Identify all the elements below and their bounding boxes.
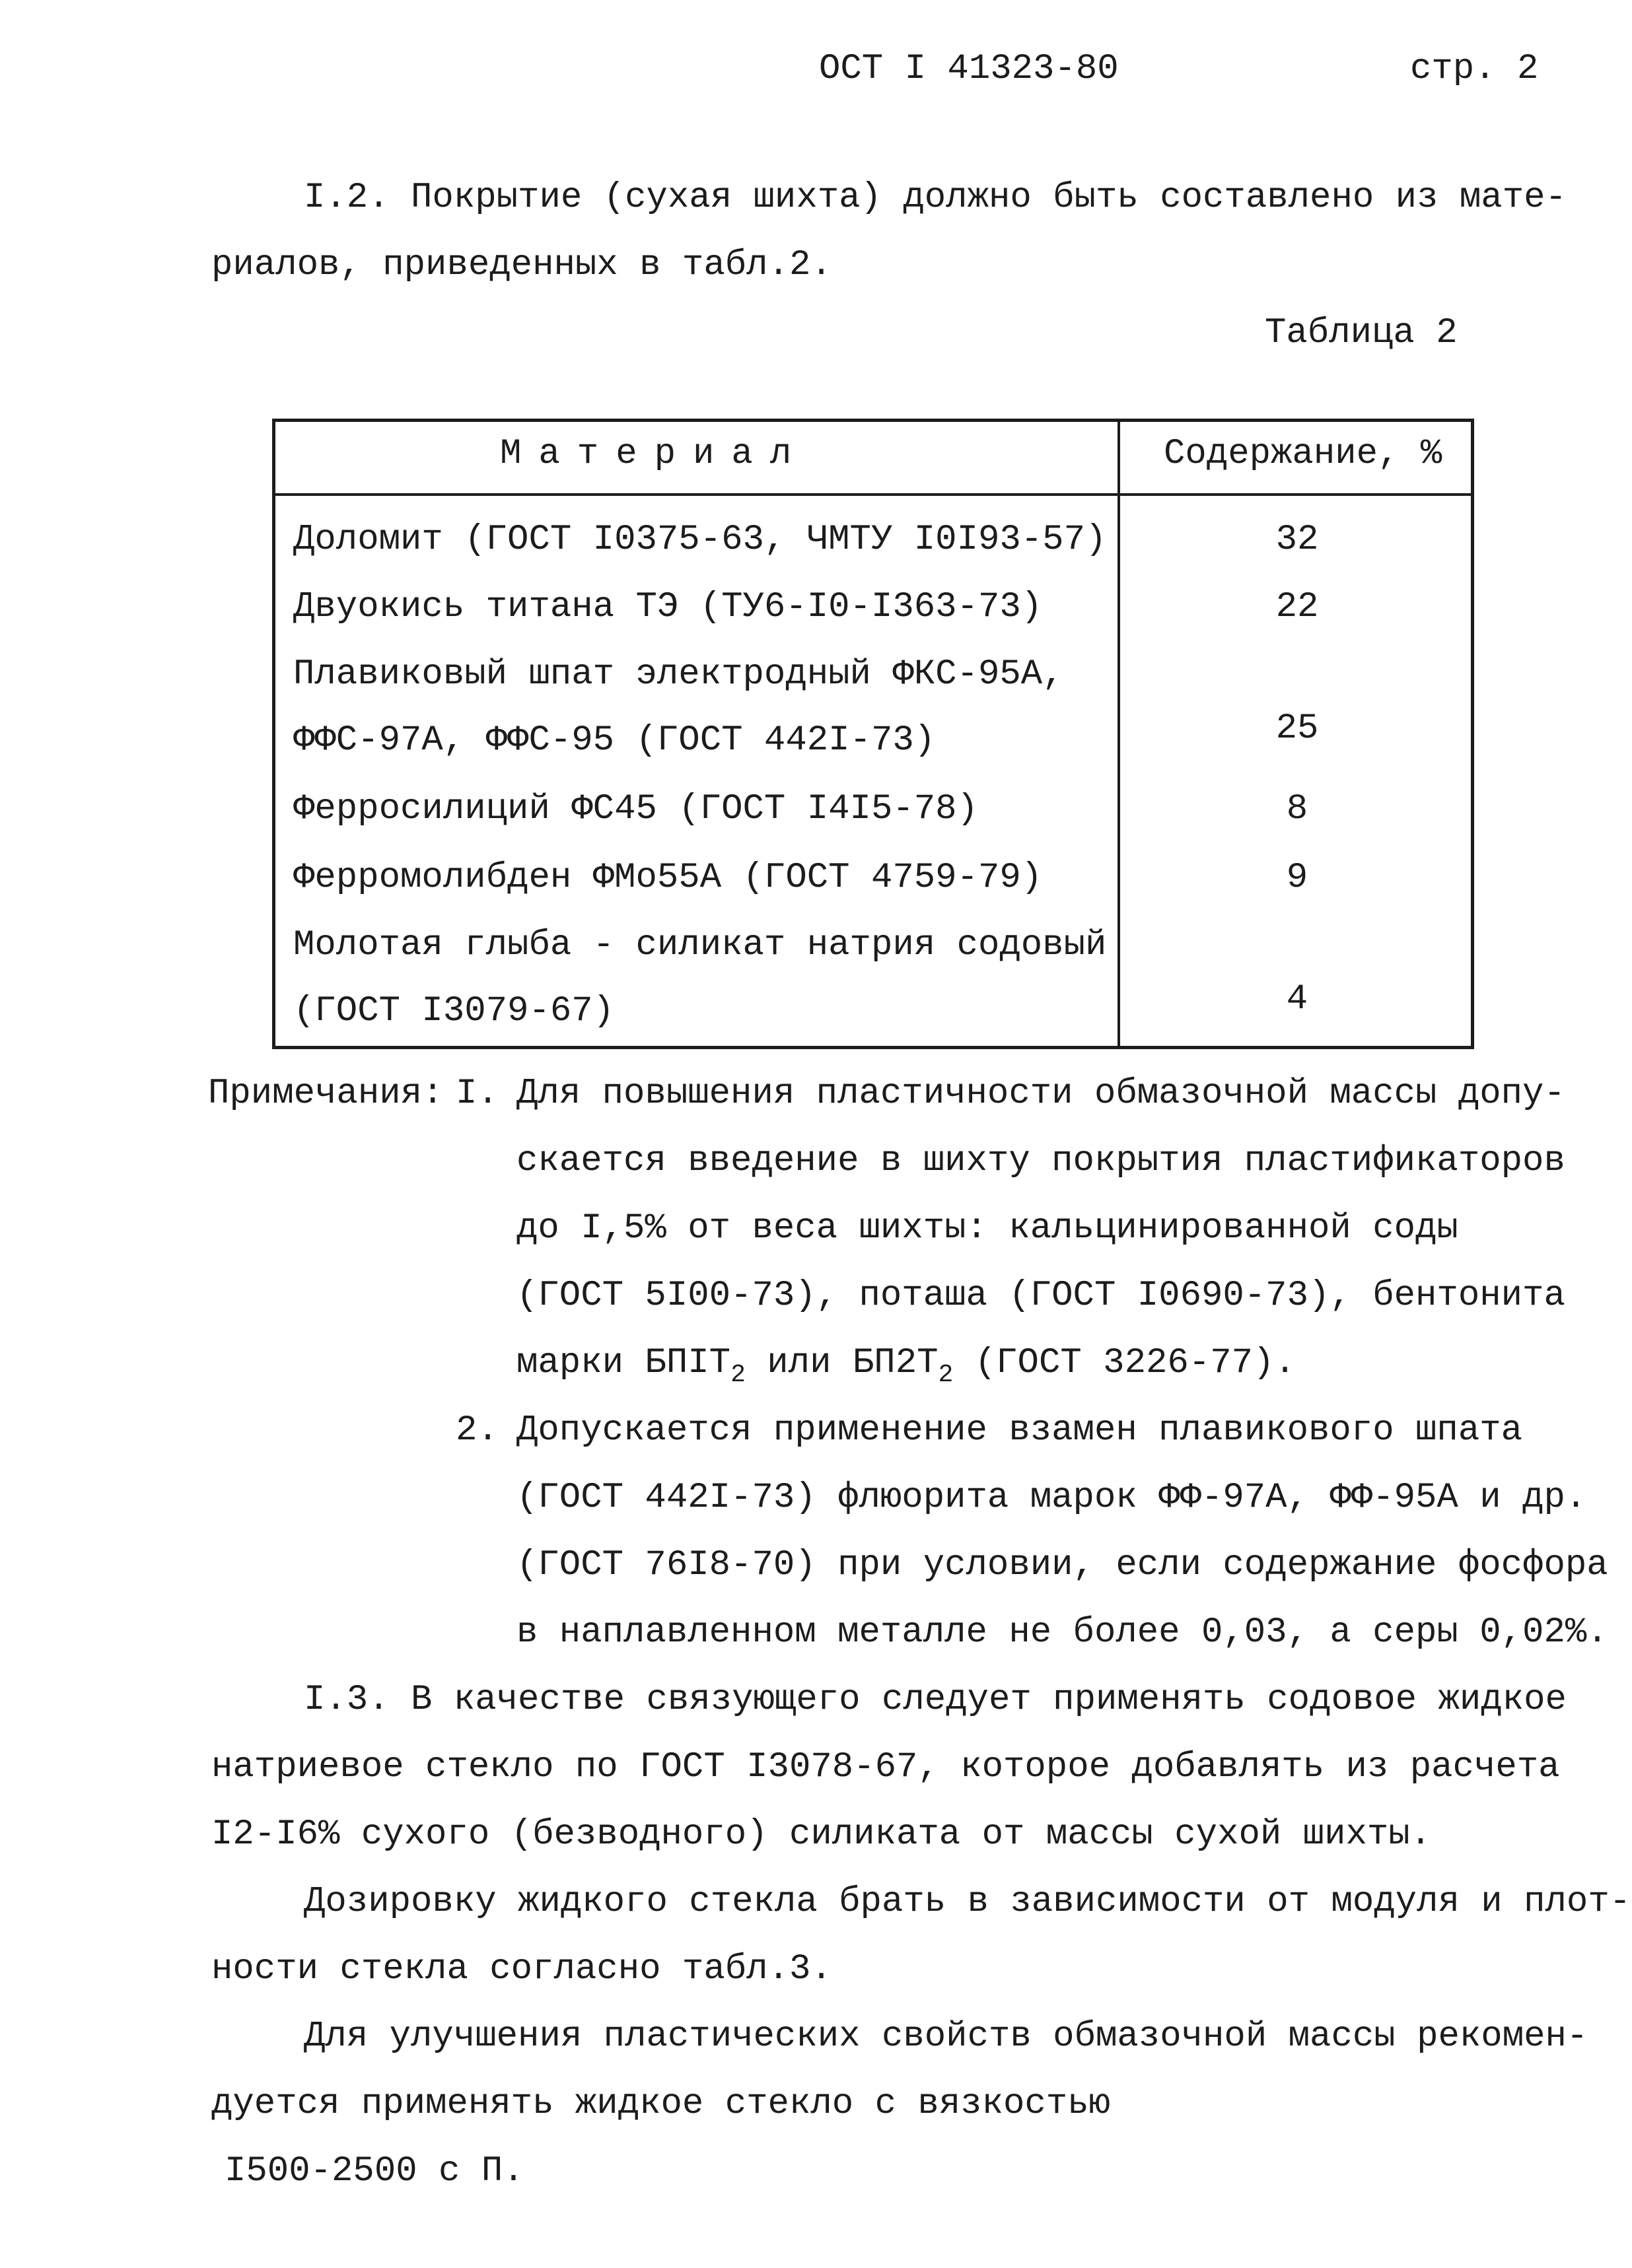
table-row-material: Двуокись титана ТЭ (ТУ6-I0-I363-73) bbox=[293, 587, 1043, 627]
subscript-2: 2 bbox=[938, 1361, 954, 1389]
note-1-line-3: до I,5% от веса шихты: кальцинированной соды bbox=[516, 1208, 1458, 1249]
note-1-line-5 bbox=[516, 1343, 1296, 1389]
dosage-paragraph-line-2: ности стекла согласно табл.3. bbox=[211, 1949, 832, 1989]
document-id: ОСТ I 41323-80 bbox=[819, 49, 1119, 89]
note-1-line-5-part-c: (ГОСТ 3226-77). bbox=[953, 1343, 1296, 1383]
table-row-material-cont: ФФС-97А, ФФС-95 (ГОСТ 442I-73) bbox=[293, 720, 936, 761]
note-1-number: I. bbox=[456, 1074, 499, 1114]
table-row-content: 4 bbox=[1286, 979, 1308, 1019]
table-row-material: Ферромолибден ФМо55А (ГОСТ 4759-79) bbox=[293, 858, 1043, 898]
notes-label: Примечания: bbox=[208, 1074, 444, 1114]
subscript-2: 2 bbox=[730, 1361, 746, 1389]
section-1-2-line-2: риалов, приведенных в табл.2. bbox=[211, 245, 832, 285]
note-1-line-2: скается введение в шихту покрытия пластификаторов bbox=[516, 1141, 1565, 1181]
note-2-line-1: Допускается применение взамен плавикового шпата bbox=[516, 1410, 1523, 1451]
section-1-2-line-1: I.2. Покрытие (сухая шихта) должно быть составлено из мате- bbox=[304, 178, 1567, 218]
page-number: стр. 2 bbox=[1410, 49, 1539, 89]
table-row-content: 22 bbox=[1275, 587, 1319, 627]
note-2-line-3: (ГОСТ 76I8-70) при условии, если содержание фосфора bbox=[516, 1545, 1608, 1585]
section-1-3-line-2: натриевое стекло по ГОСТ I3078-67, которое добавлять из расчета bbox=[211, 1747, 1560, 1787]
viscosity-paragraph-line-2: дуется применять жидкое стекло с вязкостью bbox=[211, 2084, 1111, 2124]
viscosity-paragraph-line-1: Для улучшения пластических свойств обмазочной массы рекомен- bbox=[304, 2016, 1588, 2057]
table-caption: Таблица 2 bbox=[1265, 313, 1458, 353]
dosage-paragraph-line-1: Дозировку жидкого стекла брать в зависимости от модуля и плот- bbox=[304, 1882, 1631, 1922]
table-row-content: 9 bbox=[1286, 858, 1308, 898]
note-2-line-4: в наплавленном металле не более 0,03, а серы 0,02%. bbox=[516, 1612, 1608, 1653]
column-header-content: Содержание, % bbox=[1164, 434, 1442, 474]
table-row-content: 25 bbox=[1275, 708, 1319, 749]
note-2-number: 2. bbox=[456, 1410, 499, 1451]
section-1-3-line-3: I2-I6% сухого (безводного) силиката от массы сухой шихты. bbox=[211, 1814, 1432, 1855]
materials-table bbox=[272, 419, 1474, 1049]
table-row-material: Доломит (ГОСТ I0375-63, ЧМТУ I0I93-57) bbox=[293, 520, 1107, 560]
table-header-divider bbox=[275, 493, 1471, 496]
table-row-material: Плавиковый шпат электродный ФКС-95А, bbox=[293, 654, 1064, 695]
viscosity-value: I500-2500 с П. bbox=[225, 2151, 524, 2191]
note-1-line-5-part-b: или БП2Т bbox=[745, 1343, 939, 1383]
table-row-material-cont: (ГОСТ I3079-67) bbox=[293, 991, 615, 1031]
note-1-line-1: Для повышения пластичности обмазочной массы допу- bbox=[516, 1074, 1565, 1114]
note-2-line-2: (ГОСТ 442I-73) флюорита марок ФФ-97А, ФФ-95А и др. bbox=[516, 1478, 1587, 1518]
table-row-material: Молотая глыба - силикат натрия содовый bbox=[293, 925, 1107, 965]
note-1-line-4: (ГОСТ 5I00-73), поташа (ГОСТ I0690-73), бентонита bbox=[516, 1276, 1565, 1316]
section-1-3-line-1: I.3. В качестве связующего следует применять содовое жидкое bbox=[304, 1680, 1567, 1720]
column-header-material: Материал bbox=[500, 434, 809, 474]
table-row-content: 8 bbox=[1286, 789, 1308, 829]
note-1-line-5-part-a: марки БПIТ bbox=[516, 1343, 731, 1383]
table-row-material: Ферросилиций ФС45 (ГОСТ I4I5-78) bbox=[293, 789, 978, 829]
table-row-content: 32 bbox=[1275, 520, 1319, 560]
